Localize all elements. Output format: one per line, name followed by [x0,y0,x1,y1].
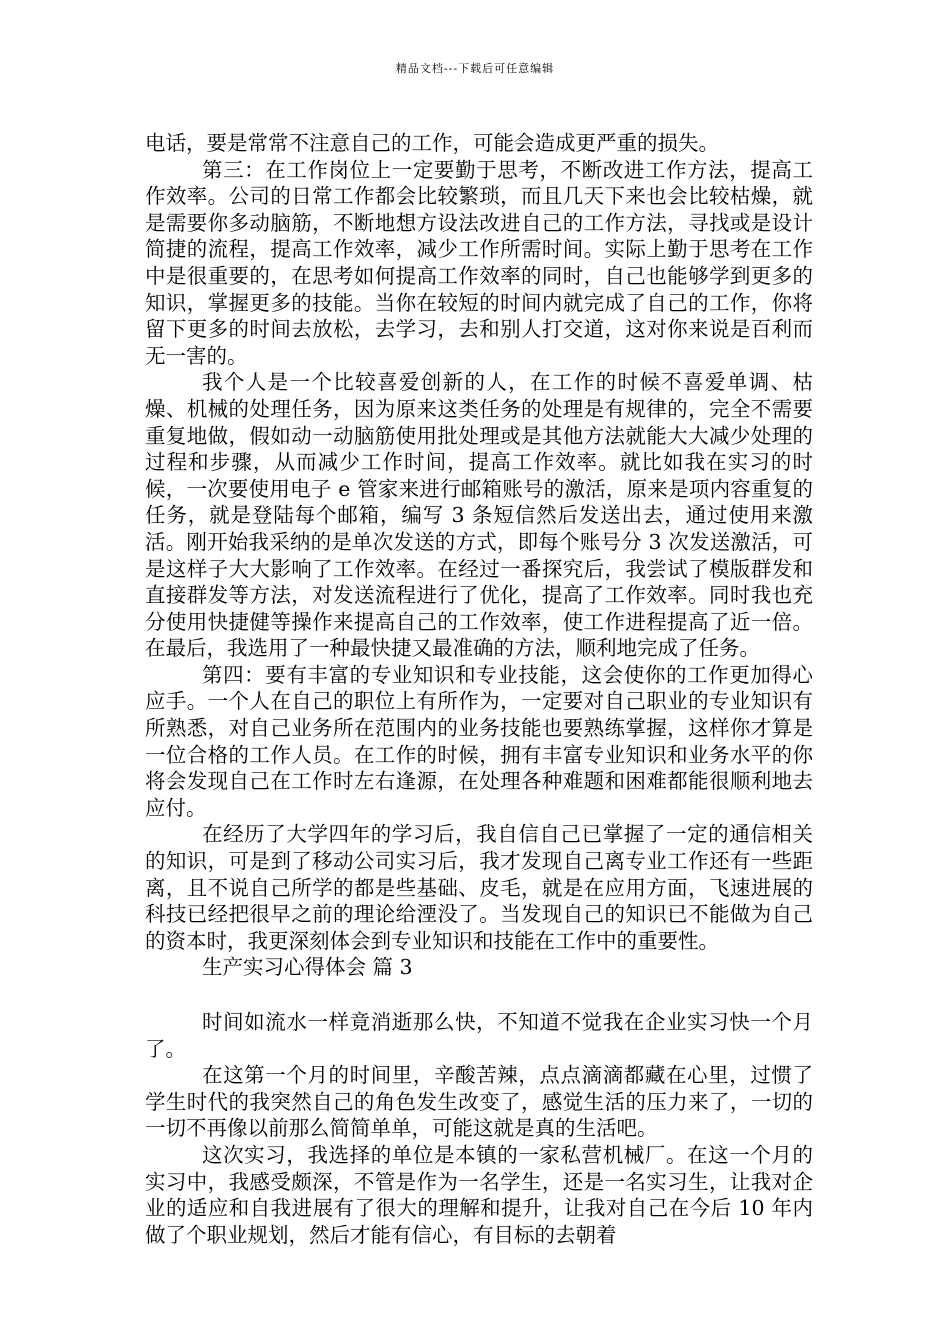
paragraph-point-three: 第三：在工作岗位上一定要勤于思考，不断改进工作方法，提高工作效率。公司的日常工作都会比较繁琐，而且几天下来也会比较枯燥，就是需要你多动脑筋，不断地想方设法改进自己的工作方法，寻找或是设计简捷的流程，提高工作效率，减少工作所需时间。实际上勤于思考在工作中是很重要的，在思考如何提高工作效率的同时，自己也能够学到更多的知识，掌握更多的技能。当你在较短的时间内就完成了自己的工作，你将留下更多的时间去放松，去学习，去和别人打交道，这对你来说是百利而无一害的。 [145,157,813,368]
section-heading: 生产实习心得体会 篇 3 [202,955,413,980]
paragraph-innovation: 我个人是一个比较喜爱创新的人，在工作的时候不喜爱单调、枯燥、机械的处理任务，因为原来这类任务的处理是有规律的，完全不需要重复地做，假如动一动脑筋使用批处理或是其他方法就能大大减少处理的过程和步骤，从而减少工作时间，提高工作效率。就比如我在实习的时候，一次要使用电子 e 管家来进行邮箱账号的激活，原来是项内容重复的任务，就是登陆每个邮箱，编写 3 条短信然后发送出去，通过使用来激活。刚开始我采纳的是单次发送的方式，即每个账号分 3 次发送激活，可是这样子大大影响了工作效率。在经过一番探究后，我尝试了模版群发和直接群发等方法，对发送流程进行了优化，提高了工作效率。同时我也充分使用快捷健等操作来提高自己的工作效率，使工作进程提高了近一倍。在最后，我选用了一种最快捷又最准确的方法，顺利地完成了任务。 [145,370,813,661]
paragraph-first-month: 在这第一个月的时间里，辛酸苦辣，点点滴滴都藏在心里，过惯了学生时代的我突然自己的角色发生改变了，感觉生活的压力来了，一切的一切不再像以前那么简简单单，可能这就是真的生活吧。 [145,1063,813,1141]
paragraph-time: 时间如流水一样竟消逝那么快，不知道不觉我在企业实习快一个月了。 [145,1010,813,1061]
document-body [145,130,813,1248]
page-header: 精品文档---下载后可任意编辑 [395,62,555,75]
paragraph-point-four: 第四：要有丰富的专业知识和专业技能，这会使你的工作更加得心应手。一个人在自己的职位上有所作为，一定要对自己职业的专业知识有所熟悉，对自己业务所在范围内的业务技能也要熟练掌握，这样你才算是一位合格的工作人员。在工作的时候，拥有丰富专业知识和业务水平的你将会发现自己在工作时左右逢源，在处理各种难题和困难都能很顺利地去应付。 [145,662,813,820]
paragraph-internship: 这次实习，我选择的单位是本镇的一家私营机械厂。在这一个月的实习中，我感受颇深，不管是作为一名学生，还是一名实习生，让我对企业的适应和自我进展有了很大的理解和提升，让我对自己在今后 10 年内做了个职业规划，然后才能有信心，有目标的去朝着 [145,1142,813,1247]
paragraph-university: 在经历了大学四年的学习后，我自信自己已掌握了一定的通信相关的知识，可是到了移动公司实习后，我才发现自己离专业工作还有一些距离，且不说自己所学的都是些基础、皮毛，就是在应用方面，飞速进展的科技已经把很早之前的理论给湮没了。当发现自己的知识已不能做为自己的资本时，我更深刻体会到专业知识和技能在工作中的重要性。 [145,822,813,953]
paragraph-continuation: 电话，要是常常不注意自己的工作，可能会造成更严重的损失。 [145,131,719,155]
blank-line [145,981,813,1009]
